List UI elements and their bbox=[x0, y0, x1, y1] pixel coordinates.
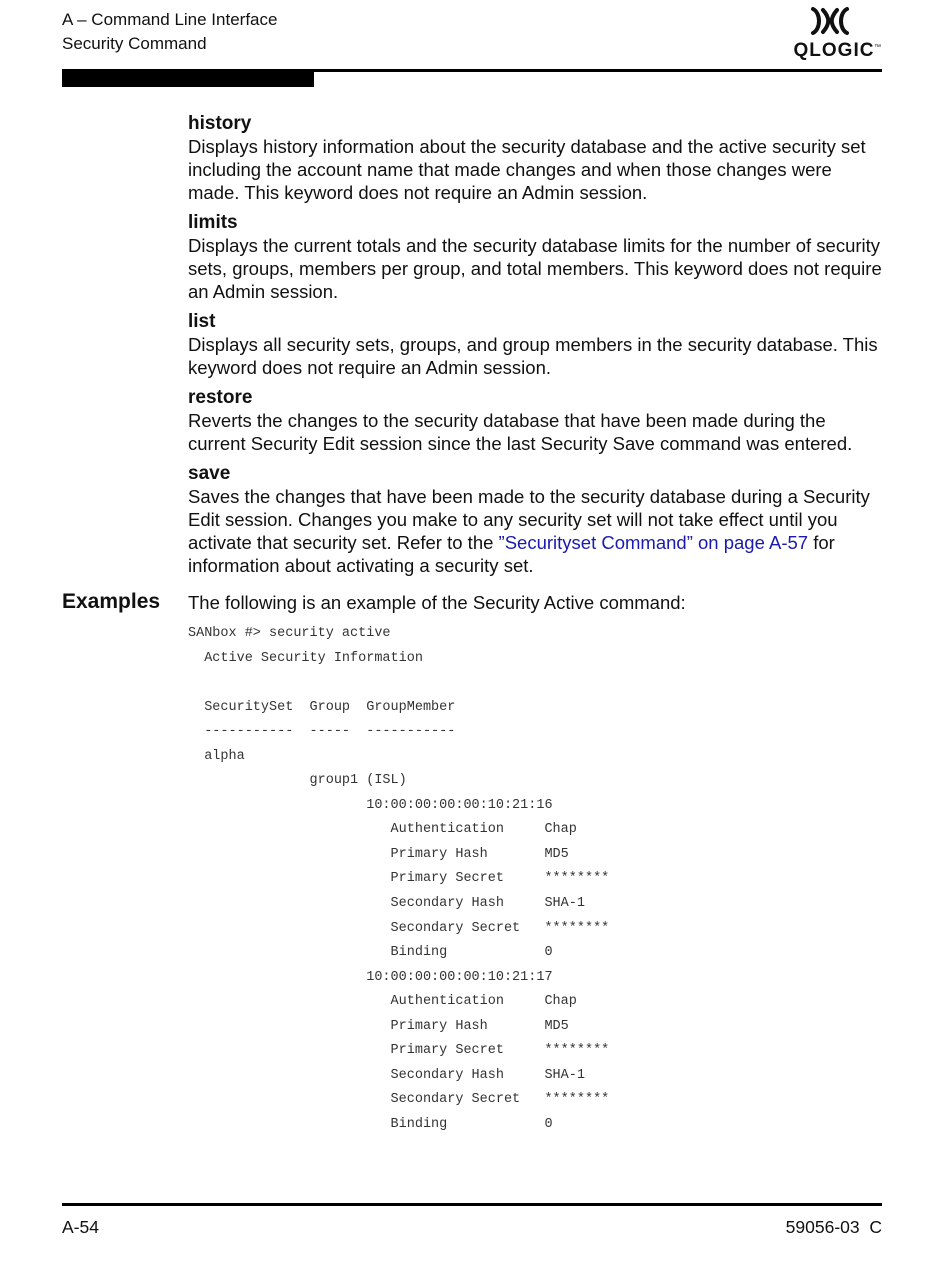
code-example bbox=[188, 622, 609, 1137]
page-number: A-54 bbox=[62, 1217, 99, 1237]
code-line: group1 (ISL) bbox=[188, 773, 407, 789]
keyword-name: limits bbox=[188, 212, 238, 233]
keyword-history bbox=[188, 113, 888, 204]
keyword-name: history bbox=[188, 113, 252, 134]
description-text: for information about activating a security set. bbox=[188, 532, 835, 576]
code-line bbox=[188, 671, 609, 696]
footer-rule bbox=[62, 1203, 882, 1206]
code-line: Primary Secret ******** bbox=[188, 871, 610, 887]
keyword-name: save bbox=[188, 463, 231, 484]
keyword-description: Reverts the changes to the security database that have been made during the current Security Edit session since the last Security Save command was entered. bbox=[188, 410, 853, 454]
trademark-symbol: ™ bbox=[874, 44, 881, 51]
code-line: Primary Secret ******** bbox=[188, 1043, 610, 1059]
running-header-section: Security Command bbox=[62, 34, 207, 53]
keyword-list bbox=[188, 113, 888, 585]
code-line: alpha bbox=[188, 748, 245, 764]
running-header-chapter: A – Command Line Interface bbox=[62, 10, 278, 29]
keyword-description bbox=[188, 485, 888, 577]
keyword-list-item bbox=[188, 311, 888, 379]
code-line: Binding 0 bbox=[188, 1116, 553, 1132]
keyword-name: restore bbox=[188, 387, 253, 408]
keyword-name: list bbox=[188, 311, 216, 332]
code-line: 10:00:00:00:00:10:21:16 bbox=[188, 797, 553, 813]
code-line: Secondary Secret ******** bbox=[188, 1092, 610, 1108]
code-line: SecuritySet Group GroupMember bbox=[188, 699, 456, 715]
code-line: SANbox #> security active bbox=[188, 626, 391, 641]
logo-wordmark: QLOGIC bbox=[793, 40, 875, 61]
examples-heading: Examples bbox=[62, 590, 161, 613]
keyword-description: Displays history information about the security database and the active security set including the account name that made changes and when those changes were made. This keyword does not require an Admin session. bbox=[188, 136, 866, 203]
code-line: Secondary Hash SHA-1 bbox=[188, 896, 585, 912]
code-line: Authentication Chap bbox=[188, 994, 577, 1010]
code-line: Active Security Information bbox=[188, 650, 423, 666]
keyword-description: Displays all security sets, groups, and group members in the security database. This keyword does not require an Admin session. bbox=[188, 334, 878, 378]
examples-intro: The following is an example of the Security Active command: bbox=[188, 592, 686, 613]
document-id: 59056-03 C bbox=[785, 1217, 882, 1237]
code-line: Secondary Hash SHA-1 bbox=[188, 1067, 585, 1083]
qlogic-mark-icon bbox=[810, 6, 850, 36]
qlogic-logo bbox=[790, 6, 882, 62]
code-line: 10:00:00:00:00:10:21:17 bbox=[188, 969, 553, 985]
code-line: Primary Hash MD5 bbox=[188, 1018, 569, 1034]
code-line: ----------- ----- ----------- bbox=[188, 724, 456, 740]
keyword-restore bbox=[188, 387, 888, 455]
code-line: Primary Hash MD5 bbox=[188, 846, 569, 862]
securityset-command-link[interactable]: ”Securityset Command” on page A-57 bbox=[498, 532, 809, 553]
header-tab-bar bbox=[62, 72, 314, 87]
description-text: Saves the changes that have been made to the security database during a Security Edit session. Changes you make to any security set will not take effect until you activate that security set. Refer to the bbox=[188, 486, 870, 553]
keyword-save bbox=[188, 463, 888, 577]
code-line: Binding 0 bbox=[188, 945, 553, 961]
code-line: Authentication Chap bbox=[188, 822, 577, 838]
keyword-description: Displays the current totals and the security database limits for the number of security sets, groups, members per group, and total members. This keyword does not require an Admin session. bbox=[188, 235, 882, 302]
keyword-limits bbox=[188, 212, 888, 303]
code-line: Secondary Secret ******** bbox=[188, 920, 610, 936]
